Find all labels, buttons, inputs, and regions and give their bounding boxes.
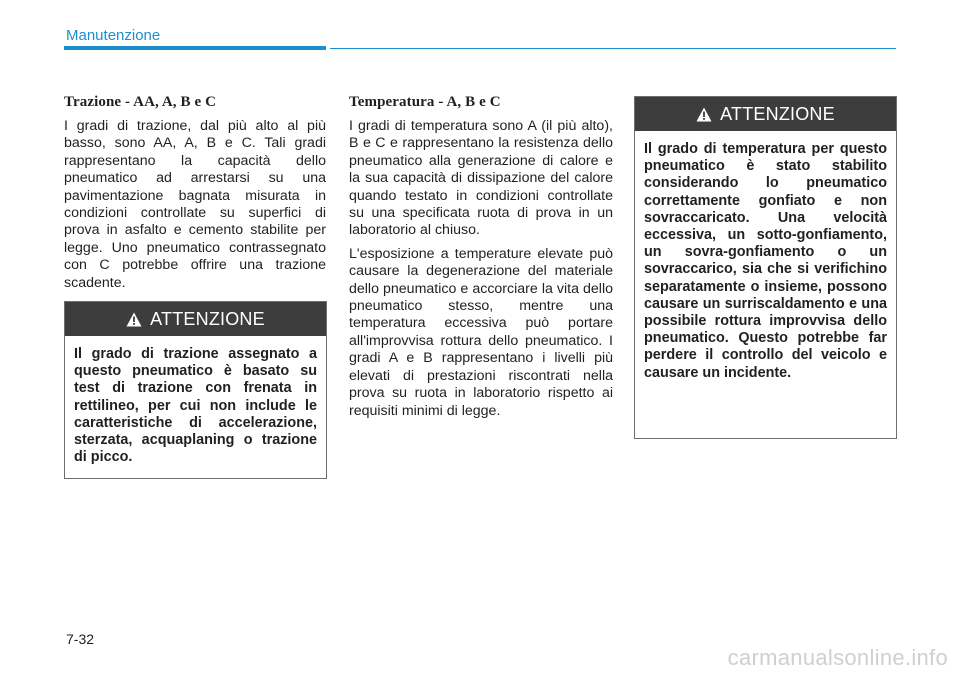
header-rule-thick bbox=[64, 46, 326, 50]
temperature-warning-box bbox=[634, 96, 897, 439]
traction-warning-box bbox=[64, 301, 327, 479]
left-column bbox=[64, 94, 326, 298]
temperature-warning-text: Il grado di temperatura per questo pneumatico è stato stabilito considerando lo pneumatico correttamente gonfiato e non sovraccaricato. Una velocità eccessiva, un sotto-gonfiamento, un sovra-gonfiamento o un sovraccarico, sia che si verifichino separatamente o insieme, possono causare un surriscaldamento e una possibile rottura improvvisa dello pneumatico. Questo potrebbe far perdere il controllo del veicolo e causare un incidente. bbox=[644, 141, 887, 381]
traction-warning-title: ATTENZIONE bbox=[150, 308, 265, 329]
temperature-warning-title: ATTENZIONE bbox=[720, 103, 835, 124]
temperature-paragraph-2: L'esposizione a temperature elevate può causare la degenerazione del materiale dello pneumatico e accorciare la vita dello pneumatico stesso, mentre una temperatura eccessiva può portare all'improvvisa rottura dello pneumatico. I gradi A e B rappresentano i livelli più elevati di prestazioni riscontrati nella prova su ruota in laboratorio rispetto ai requisiti minimi di legge. bbox=[349, 245, 613, 419]
page-number: 7-32 bbox=[66, 631, 95, 647]
section-title: Manutenzione bbox=[66, 27, 161, 44]
watermark: carmanualsonline.info bbox=[727, 645, 948, 670]
temperature-heading: Temperatura - A, B e C bbox=[349, 94, 501, 110]
traction-heading: Trazione - AA, A, B e C bbox=[64, 94, 217, 110]
warning-triangle-icon bbox=[696, 107, 712, 122]
temperature-warning-header bbox=[635, 97, 896, 131]
traction-paragraph: I gradi di trazione, dal più alto al più basso, sono AA, A, B e C. Tali gradi rappresentano la capacità dello pneumatico ad arrestarsi su una pavimentazione bagnata misurata in condizioni controllate su superfici di prova in asfalto e cemento stabilite per legge. Uno pneumatico contrassegnato con C potrebbe offrire una trazione scadente. bbox=[64, 118, 326, 291]
traction-warning-text: Il grado di trazione assegnato a questo pneumatico è basato su test di trazione con frenata in rettilineo, per cui non include le caratteristiche di accelerazione, sterzata, acquaplaning o trazione di picco. bbox=[74, 346, 317, 466]
middle-column bbox=[349, 94, 613, 426]
warning-triangle-icon bbox=[126, 312, 142, 327]
traction-warning-header bbox=[65, 302, 326, 336]
temperature-paragraph-1: I gradi di temperatura sono A (il più alto), B e C e rappresentano la resistenza dello pneumatico alla generazione di calore e la sua capacità di dissipazione del calore quando testato in condizioni controllate su una specificata ruota di prova in un laboratorio al chiuso. bbox=[349, 118, 613, 239]
header-rule-thin bbox=[330, 48, 896, 50]
